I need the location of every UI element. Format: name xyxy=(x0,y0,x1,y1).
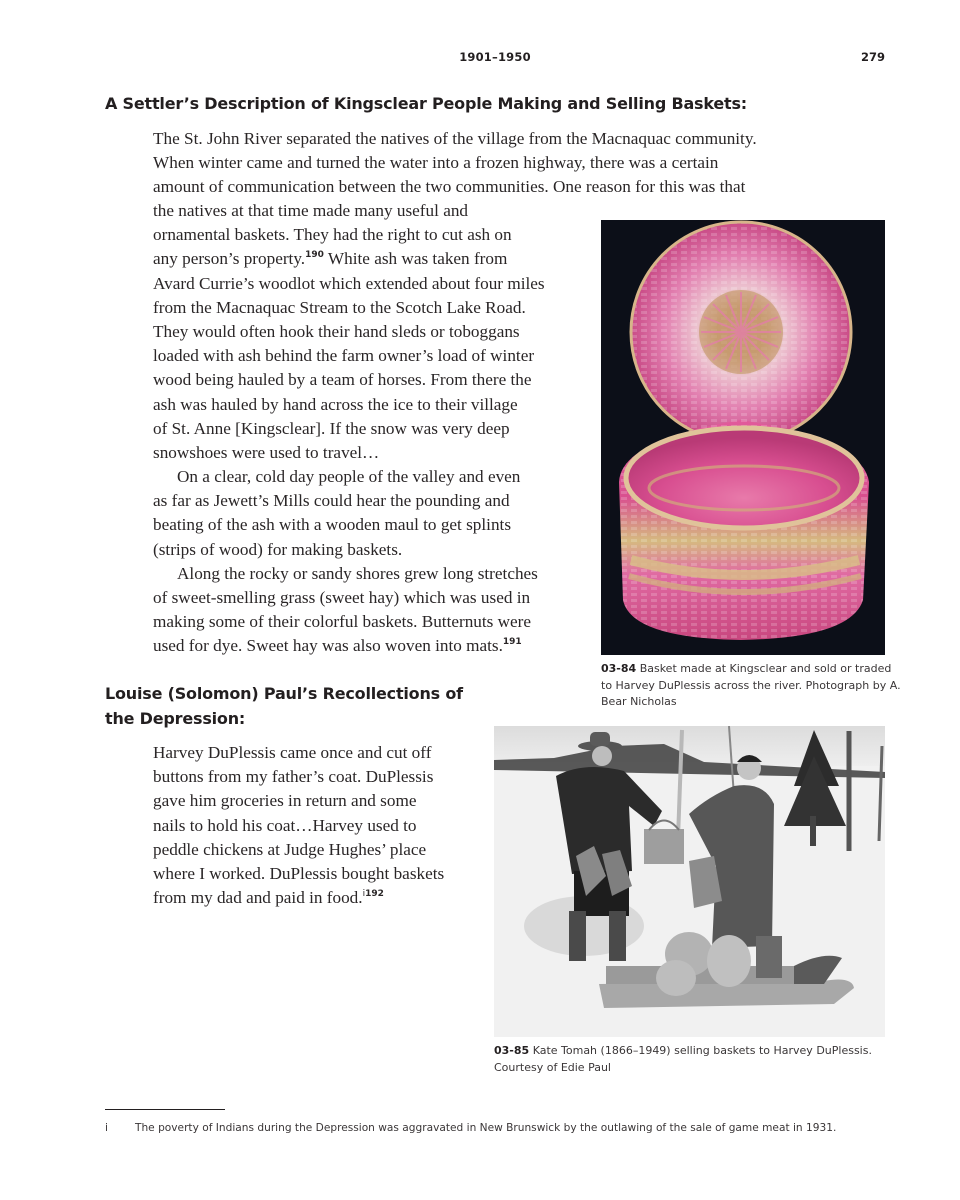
footnote-text: The poverty of Indians during the Depression was aggravated in New Brunswick by the outlawing of the sale of game meat in 1931. xyxy=(135,1122,837,1134)
text-line: the natives at that time made many useful and xyxy=(153,201,469,220)
basket-illustration xyxy=(601,220,885,655)
text-line: of sweet-smelling grass (sweet hay) which was used in xyxy=(153,588,531,607)
caption-text: Basket made at Kingsclear and sold or traded to Harvey DuPlessis across the river. Photograph by A. Bear Nicholas xyxy=(601,662,901,708)
text-line xyxy=(153,247,593,271)
figure-caption-03-85 xyxy=(494,1042,894,1076)
text-line: as far as Jewett’s Mills could hear the pounding and xyxy=(153,491,510,511)
text-line: nails to hold his coat…Harvey used to xyxy=(153,815,417,835)
text-fragment: from my dad and paid in food. xyxy=(153,888,363,908)
text-line: making some of their colorful baskets. Butternuts were xyxy=(153,612,532,632)
basket-photo xyxy=(601,220,885,655)
text-line: where I worked. DuPlessis bought baskets xyxy=(153,863,445,883)
text-line xyxy=(153,634,593,658)
louise-quote xyxy=(153,741,483,910)
footnote-mark: i xyxy=(105,1122,108,1134)
text-line: When winter came and turned the water into a frozen highway, there was a certain xyxy=(153,153,719,173)
winter-scene-illustration xyxy=(494,726,885,1037)
text-line: from the Macnaquac Stream to the Scotch Lake Road. xyxy=(153,297,526,317)
text-line: loaded with ash behind the farm owner’s load of winter xyxy=(153,346,535,366)
footnote-ref-191[interactable]: 191 xyxy=(502,637,522,648)
figure-caption-03-84 xyxy=(601,661,901,711)
text-line: gave him groceries in return and some xyxy=(153,791,417,811)
text-line: peddle chickens at Judge Hughes’ place xyxy=(153,839,427,859)
section-heading-settler: A Settler’s Description of Kingsclear People Making and Selling Baskets: xyxy=(105,94,747,113)
text-line xyxy=(153,886,483,910)
text-line: (strips of wood) for making baskets. xyxy=(153,539,403,559)
section-heading-louise: Louise (Solomon) Paul’s Recollections of the Depression: xyxy=(105,684,463,728)
footnote-divider xyxy=(105,1109,225,1110)
footnote xyxy=(105,1122,836,1134)
text-line: Along the rocky or sandy shores grew long stretches xyxy=(177,563,538,583)
text-line: ash was hauled by hand across the ice to their village xyxy=(153,394,518,414)
figure-label: 03-84 xyxy=(601,662,637,675)
hanging-basket xyxy=(644,829,684,864)
running-head: 1901–1950 xyxy=(459,50,531,64)
text-line: The St. John River separated the natives of the village from the Macnaquac community. xyxy=(153,129,757,148)
settler-quote-wide xyxy=(153,127,843,200)
kate-tomah-photo xyxy=(494,726,885,1037)
text-line: of St. Anne [Kingsclear]. If the snow was very deep xyxy=(153,418,510,438)
text-fragment: any person’s property. xyxy=(153,249,306,269)
text-fragment: used for dye. Sweet hay was also woven into mats. xyxy=(153,636,503,656)
footnote-ref-190[interactable]: 190 xyxy=(305,250,324,261)
text-line: beating of the ash with a wooden maul to get splints xyxy=(153,515,512,535)
figure-label: 03-85 xyxy=(494,1044,530,1057)
text-fragment: White ash was taken from xyxy=(327,249,508,269)
footnote-ref-192[interactable]: 192 xyxy=(365,889,384,900)
footnote-ref-i[interactable]: i xyxy=(362,889,366,900)
text-line: ornamental baskets. They had the right to cut ash on xyxy=(153,225,512,245)
settler-quote-narrow xyxy=(153,199,593,659)
text-line: wood being hauled by a team of horses. From there the xyxy=(153,370,532,390)
caption-text: Kate Tomah (1866–1949) selling baskets to Harvey DuPlessis. Courtesy of Edie Paul xyxy=(494,1044,872,1074)
page-number: 279 xyxy=(860,50,885,64)
text-line: buttons from my father’s coat. DuPlessis xyxy=(153,767,434,787)
text-line: On a clear, cold day people of the valley and even xyxy=(177,467,521,487)
text-line: amount of communication between the two communities. One reason for this was that xyxy=(153,177,746,197)
text-line: snowshoes were used to travel… xyxy=(153,442,380,462)
text-line: They would often hook their hand sleds or toboggans xyxy=(153,321,520,341)
text-line: Harvey DuPlessis came once and cut off xyxy=(153,743,432,762)
text-line: Avard Currie’s woodlot which extended about four miles xyxy=(153,273,545,293)
